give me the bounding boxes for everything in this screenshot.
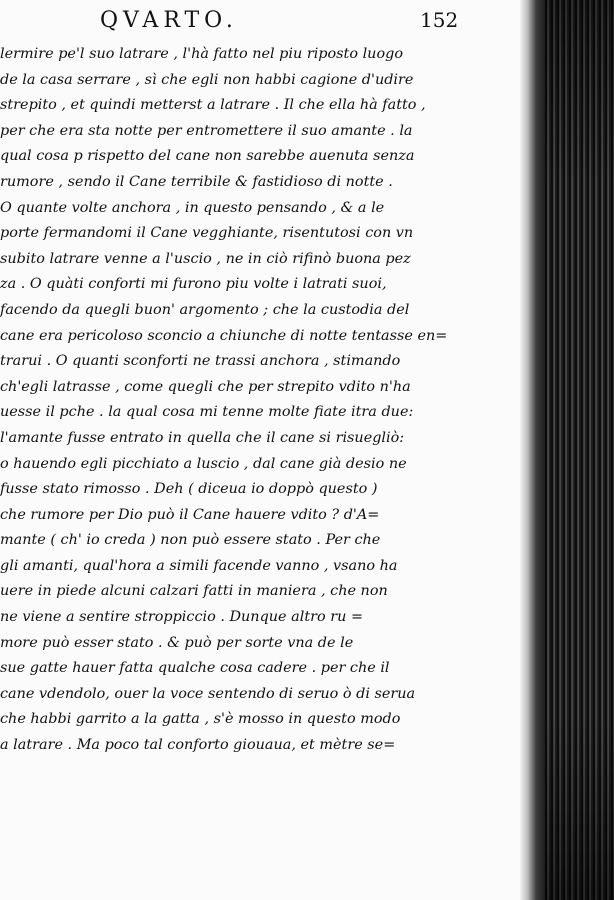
text-line: lermire pe'l suo latrare , l'hà fatto nel piu riposto luogo [0,46,403,62]
text-line: rumore , sendo il Cane terribile & fastidioso di notte . [0,173,393,190]
text-line: mante ( ch' io creda ) non può essere stato . Per che [0,532,381,549]
text-line: uere in piede alcuni calzari fatti in maniera , che non [0,583,388,600]
text-line: uesse il pche . la qual cosa mi tenne molte fiate itra due: [0,404,414,421]
text-line: che habbi garrito a la gatta , s'è mosso in questo modo [0,711,401,728]
text-line: che rumore per Dio può il Cane hauere vdito ? d'A= [0,506,380,523]
text-line: gli amanti, qual'hora a simili facende vanno , vsano ha [0,557,398,574]
page-edges-shadow [545,0,614,900]
text-line: sue gatte hauer fatta qualche cosa cadere . per che il [0,660,390,677]
text-line: ne viene a sentire stroppiccio . Dunque altro ru = [0,609,363,626]
text-line: trarui . O quanti sconforti ne trassi anchora , stimando [0,353,401,370]
text-line: O quante volte anchora , in questo pensando , & a le [0,199,385,216]
text-line: more può esser stato . & può per sorte vna de le [0,634,354,651]
text-line: per che era sta notte per entromettere il suo amante . la [0,122,413,139]
text-line: cane vdendolo, ouer la voce sentendo di seruo ò di serua [0,685,416,702]
text-line: fusse stato rimosso . Deh ( diceua io doppò questo ) [0,481,378,498]
text-line: o hauendo egli picchiato a luscio , dal cane già desio ne [0,455,407,472]
text-line: za . O quàti conforti mi furono piu volte i latrati suoi, [0,276,387,293]
text-line: cane era pericoloso sconcio a chiunche di notte tentasse en= [0,327,448,344]
text-line: subito latrare venne a l'uscio , ne in ciò rifinò buona pez [0,250,411,267]
text-line: de la casa serrare , sì che egli non habbi cagione d'udire [0,71,414,88]
running-title: QVARTO. [100,8,238,33]
text-line: strepito , et quindi metterst a latrare . Il che ella hà fatto , [0,97,426,114]
text-line: facendo da quegli buon' argomento ; che la custodia del [0,301,410,318]
text-line: ch'egli latrasse , come quegli che per strepito vdito n'ha [0,378,411,395]
text-line: qual cosa p rispetto del cane non sarebbe auenuta senza [0,148,415,165]
running-head [0,8,528,36]
text-line: porte fermandomi il Cane vegghiante, risentutosi con vn [0,225,414,242]
text-line: a latrare . Ma poco tal conforto giouaua, et mètre se= [0,737,396,754]
body-text [0,42,520,759]
text-line: l'amante fusse entrato in quella che il cane si risuegliò: [0,429,405,446]
page-number: 152 [420,8,459,32]
